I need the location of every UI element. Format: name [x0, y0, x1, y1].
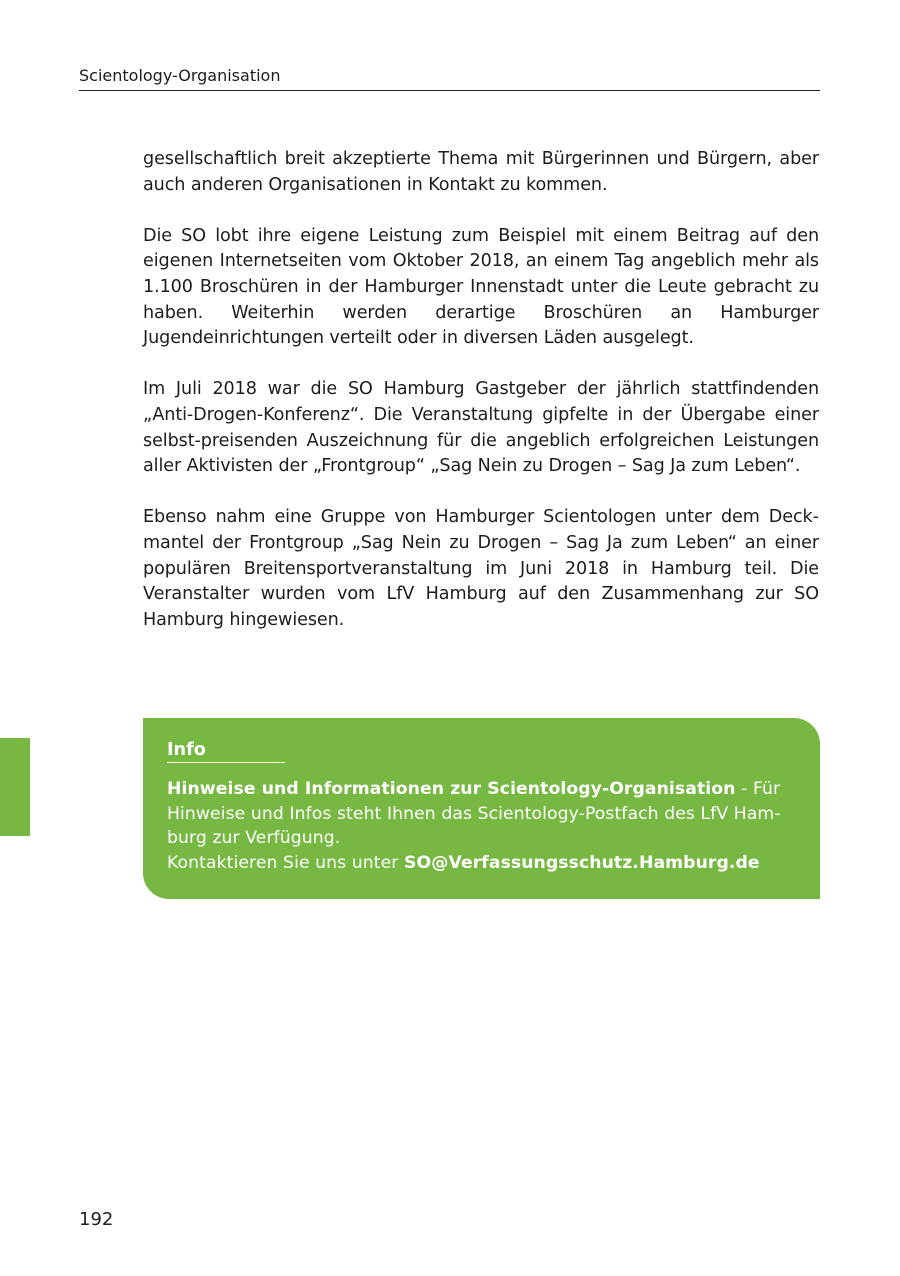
- info-lead-bold: Hinweise und Informationen zur Scientology-Organisation: [167, 779, 736, 799]
- info-heading: Info: [167, 738, 285, 763]
- paragraph-4: Ebenso nahm eine Gruppe von Hamburger Scientologen unter dem Deckmantel der Frontgroup „Sag Nein zu Drogen – Sag Ja zum Leben“ an einer populären Breitensportveranstaltung im Juni 2018 in Hamburg teil. Die Veranstalter wurden vom LfV Hamburg auf den Zusammenhang zur SO Hamburg hingewiesen.: [143, 507, 819, 630]
- contact-email-link[interactable]: SO@Verfassungsschutz.Hamburg.de: [404, 852, 760, 873]
- body-text: [143, 147, 819, 659]
- info-box: [143, 718, 820, 899]
- info-text: [167, 777, 796, 875]
- paragraph-1: gesellschaftlich breit akzeptierte Thema mit Bürgerinnen und Bürgern, aber auch anderen Organisationen in Kontakt zu kommen.: [143, 149, 819, 195]
- info-lead-rest: - Für Hinweise und Infos steht Ihnen das Scientology-Postfach des LfV Hamburg zur Verfügung.: [167, 779, 781, 848]
- running-header: Scientology-Organisation: [79, 66, 820, 91]
- side-marker-tab: [0, 738, 30, 836]
- page-number: 192: [79, 1209, 114, 1230]
- info-contact-prefix: Kontaktieren Sie uns unter: [167, 852, 405, 873]
- paragraph-3: Im Juli 2018 war die SO Hamburg Gastgeber der jährlich stattfindenden „Anti-Drogen-Konferenz“. Die Veranstaltung gipfelte in der Übergabe einer selbst-preisenden Auszeichnung für die angeblich erfolgreichen Leistungen aller Aktivisten der „Frontgroup“ „Sag Nein zu Drogen – Sag Ja zum Leben“.: [143, 379, 819, 477]
- paragraph-2: Die SO lobt ihre eigene Leistung zum Beispiel mit einem Beitrag auf den eigenen Internetseiten vom Oktober 2018, an einem Tag angeblich mehr als 1.100 Broschüren in der Hamburger Innenstadt unter die Leute gebracht zu haben. Weiterhin werden derartige Broschüren an Hamburger Jugendeinrichtungen verteilt oder in diversen Läden ausgelegt.: [143, 225, 819, 349]
